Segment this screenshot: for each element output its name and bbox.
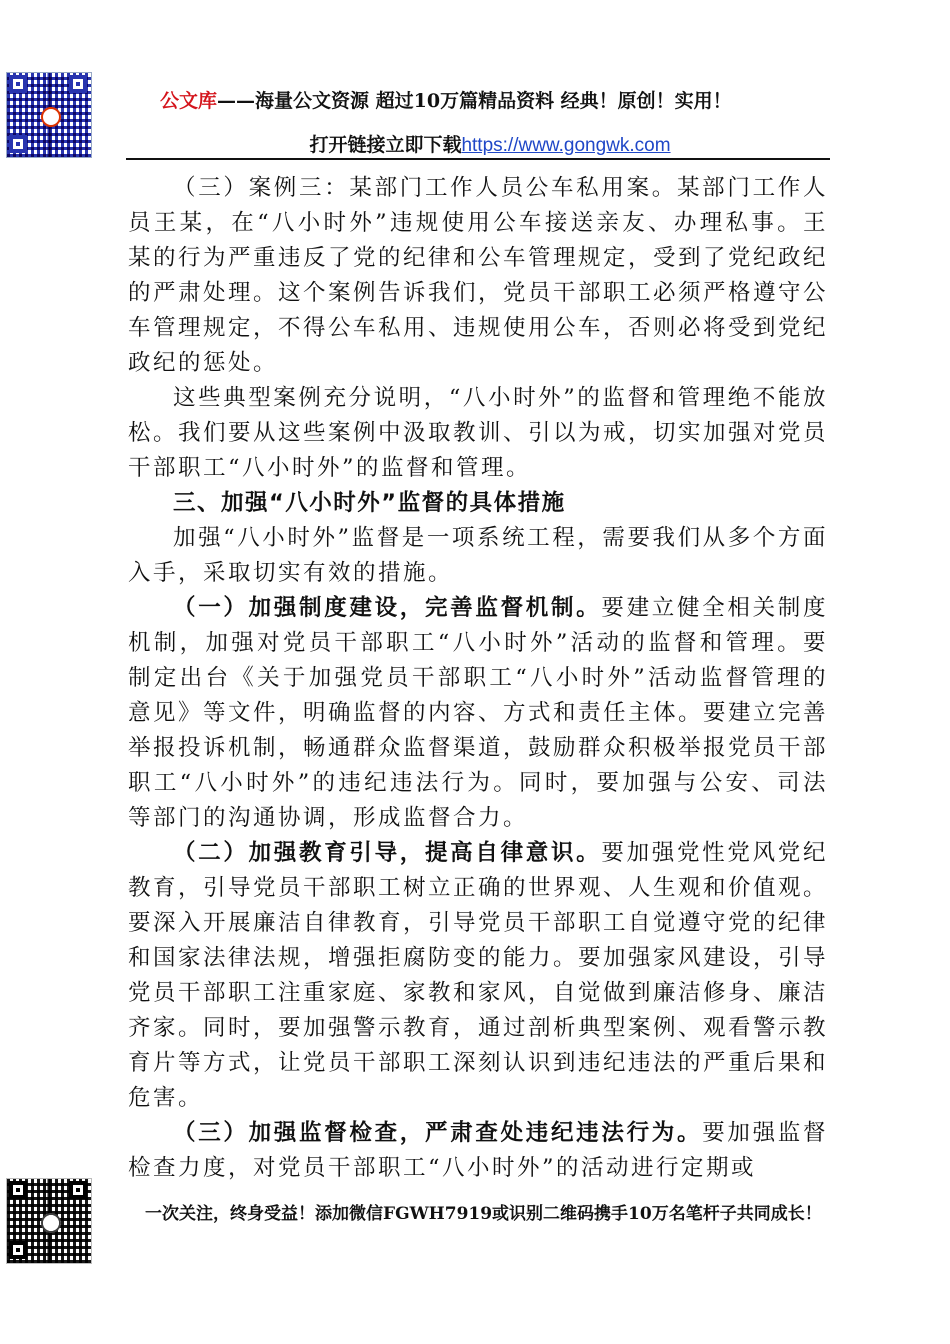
paragraph: 这些典型案例充分说明，“八小时外”的监督和管理绝不能放松。我们要从这些案例中汲取教训、引以为戒，切实加强对党员干部职工“八小时外”的监督和管理。 xyxy=(128,385,829,481)
qr-logo-icon xyxy=(41,107,61,127)
footer-promo: 一次关注，终身受益！添加微信FGWH7919或识别二维码携手10万名笔杆子共同成长！ xyxy=(145,1204,822,1224)
paragraph xyxy=(128,591,828,836)
paragraph xyxy=(128,171,828,381)
download-link[interactable]: https://www.gongwk.com xyxy=(461,135,671,156)
tagline-text: ——海量公文资源 超过10万篇精品资料 经典！原创！实用！ xyxy=(217,90,732,112)
case3-text: 某部门工作人员王某，在“八小时外”违规使用公车接送亲友、办理私事。王某的行为严重违反了党的纪律和公车管理规定，受到了党纪政纪的严肃处理。这个案例告诉我们，党员干部职工必须严格遵守公车管理规定，不得公车私用、违规使用公车，否则必将受到党纪政纪的惩处。 xyxy=(128,175,829,376)
qr-finder-icon xyxy=(69,75,87,93)
qr-code-icon[interactable] xyxy=(6,1178,92,1264)
header-divider xyxy=(126,158,830,160)
download-line xyxy=(0,130,950,157)
measure3-lead: （三）加强监督检查，严肃查处违纪违法行为。 xyxy=(173,1120,703,1146)
measure3-text: 要加强监督检查力度，对党员干部职工“八小时外”的活动进行定期或 xyxy=(128,1120,828,1181)
section-heading: 三、加强“八小时外”监督的具体措施 xyxy=(173,490,566,516)
measure1-lead: （一）加强制度建设，完善监督机制。 xyxy=(173,595,602,621)
qr-logo-icon xyxy=(41,1213,61,1233)
measure1-text: 要建立健全相关制度机制，加强对党员干部职工“八小时外”活动的监督和管理。要制定出台《关于加强党员干部职工“八小时外”活动监督管理的意见》等文件，明确监督的内容、方式和责任主体。要建立完善举报投诉机制，畅通群众监督渠道，鼓励群众积极举报党员干部职工“八小时外”的违纪违法行为。同时，要加强与公安、司法等部门的沟通协调，形成监督合力。 xyxy=(128,595,829,831)
paragraph: 加强“八小时外”监督是一项系统工程，需要我们从多个方面入手，采取切实有效的措施。 xyxy=(128,525,828,586)
qr-finder-icon xyxy=(9,1181,27,1199)
brand-name: 公文库 xyxy=(160,90,218,112)
case3-lead: （三）案例三：某部门工作人员公车私用案。 xyxy=(173,175,677,201)
measure2-lead: （二）加强教育引导，提高自律意识。 xyxy=(173,840,602,866)
qr-finder-icon xyxy=(69,1181,87,1199)
qr-finder-icon xyxy=(9,75,27,93)
paragraph xyxy=(128,836,828,1116)
qr-finder-icon xyxy=(9,1241,27,1259)
paragraph xyxy=(128,1116,828,1186)
header-tagline xyxy=(160,86,860,113)
download-label: 打开链接立即下载 xyxy=(309,134,462,156)
measure2-text: 要加强党性党风党纪教育，引导党员干部职工树立正确的世界观、人生观和价值观。要深入开展廉洁自律教育，引导党员干部职工自觉遵守党的纪律和国家法律法规，增强拒腐防变的能力。要加强家风建设，引导党员干部职工注重家庭、家教和家风，自觉做到廉洁修身、廉洁齐家。同时，要加强警示教育，通过剖析典型案例、观看警示教育片等方式，让党员干部职工深刻认识到违纪违法的严重后果和危害。 xyxy=(128,840,829,1111)
document-body xyxy=(128,171,828,1186)
